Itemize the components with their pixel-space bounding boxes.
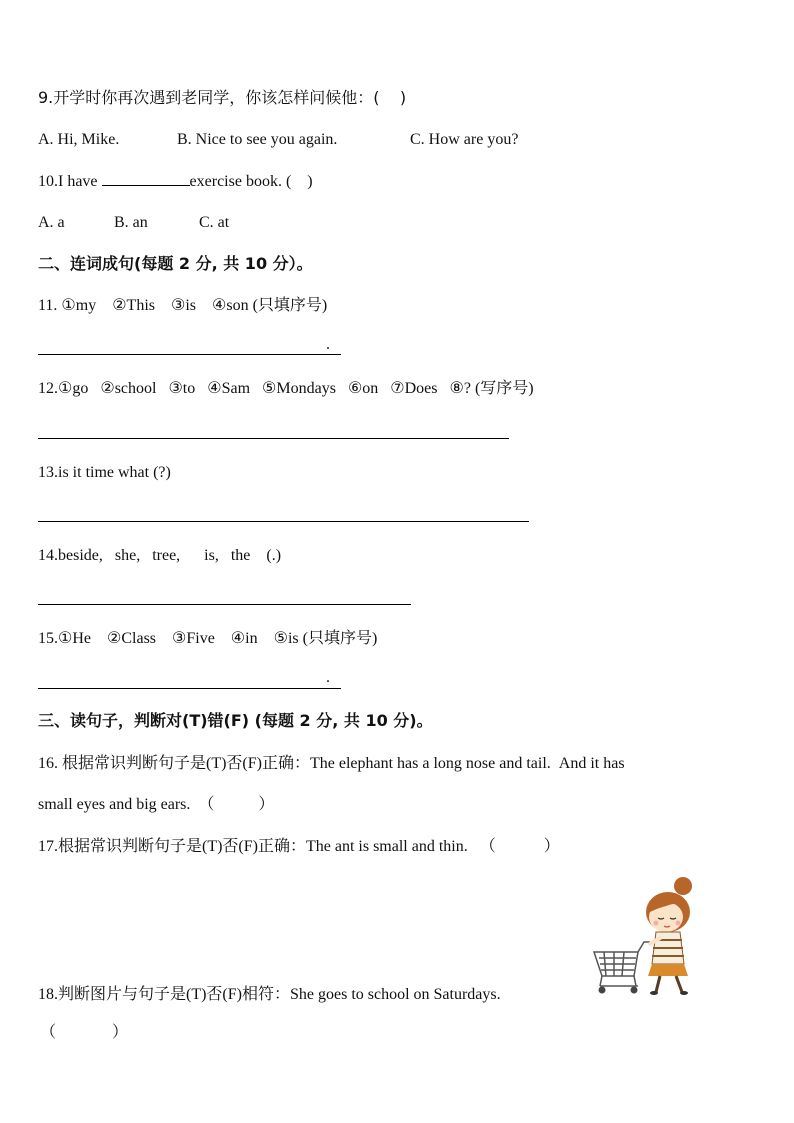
answer-line-11	[38, 354, 341, 355]
question-10	[38, 171, 313, 192]
q18-answer-bracket: （ ）	[40, 1022, 128, 1041]
answer-line-14	[38, 604, 411, 605]
q10-blank	[102, 171, 190, 186]
q9-option-a: A. Hi, Mike.	[38, 131, 120, 148]
q10-option-c: C. at	[199, 214, 230, 231]
question-11: 11. ①my ②This ③is ④son (只填序号)	[38, 297, 328, 314]
question-17: 17.根据常识判断句子是(T)否(F)正确：The ant is small and thin. （ ）	[38, 838, 560, 855]
girl-with-shopping-cart-illustration	[590, 872, 705, 1000]
question-9: 9.开学时你再次遇到老同学，你该怎样问候他：( )	[38, 88, 407, 107]
question-15: 15.①He ②Class ③Five ④in ⑤is (只填序号)	[38, 630, 378, 647]
question-13: 13.is it time what (?)	[38, 464, 171, 481]
q15-end-mark: .	[326, 669, 330, 686]
question-16-line-2: small eyes and big ears. （ ）	[38, 796, 275, 813]
q9-option-b: B. Nice to see you again.	[177, 131, 338, 148]
section-2-title: 二、连词成句(每题 2 分, 共 10 分）。	[38, 254, 313, 273]
answer-line-12	[38, 438, 509, 439]
q10-suffix: exercise book. ( )	[189, 173, 313, 190]
question-14: 14.beside, she, tree, is, the (.)	[38, 547, 282, 564]
q10-option-a: A. a	[38, 214, 65, 231]
question-12: 12.①go ②school ③to ④Sam ⑤Mondays ⑥on ⑦Does ⑧? (写序号)	[38, 380, 534, 397]
q10-option-b: B. an	[114, 214, 148, 231]
section-3-title: 三、读句子，判断对(T)错(F) (每题 2 分, 共 10 分)。	[38, 711, 433, 730]
answer-line-15	[38, 688, 341, 689]
q9-option-c: C. How are you?	[410, 131, 519, 148]
question-16-line-1: 16. 根据常识判断句子是(T)否(F)正确：The elephant has a long nose and tail. And it has	[38, 755, 625, 772]
q10-prefix: 10.I have	[38, 173, 102, 190]
question-18: 18.判断图片与句子是(T)否(F)相符：She goes to school on Saturdays.	[38, 986, 501, 1003]
q11-end-mark: .	[326, 336, 330, 353]
answer-line-13	[38, 521, 529, 522]
